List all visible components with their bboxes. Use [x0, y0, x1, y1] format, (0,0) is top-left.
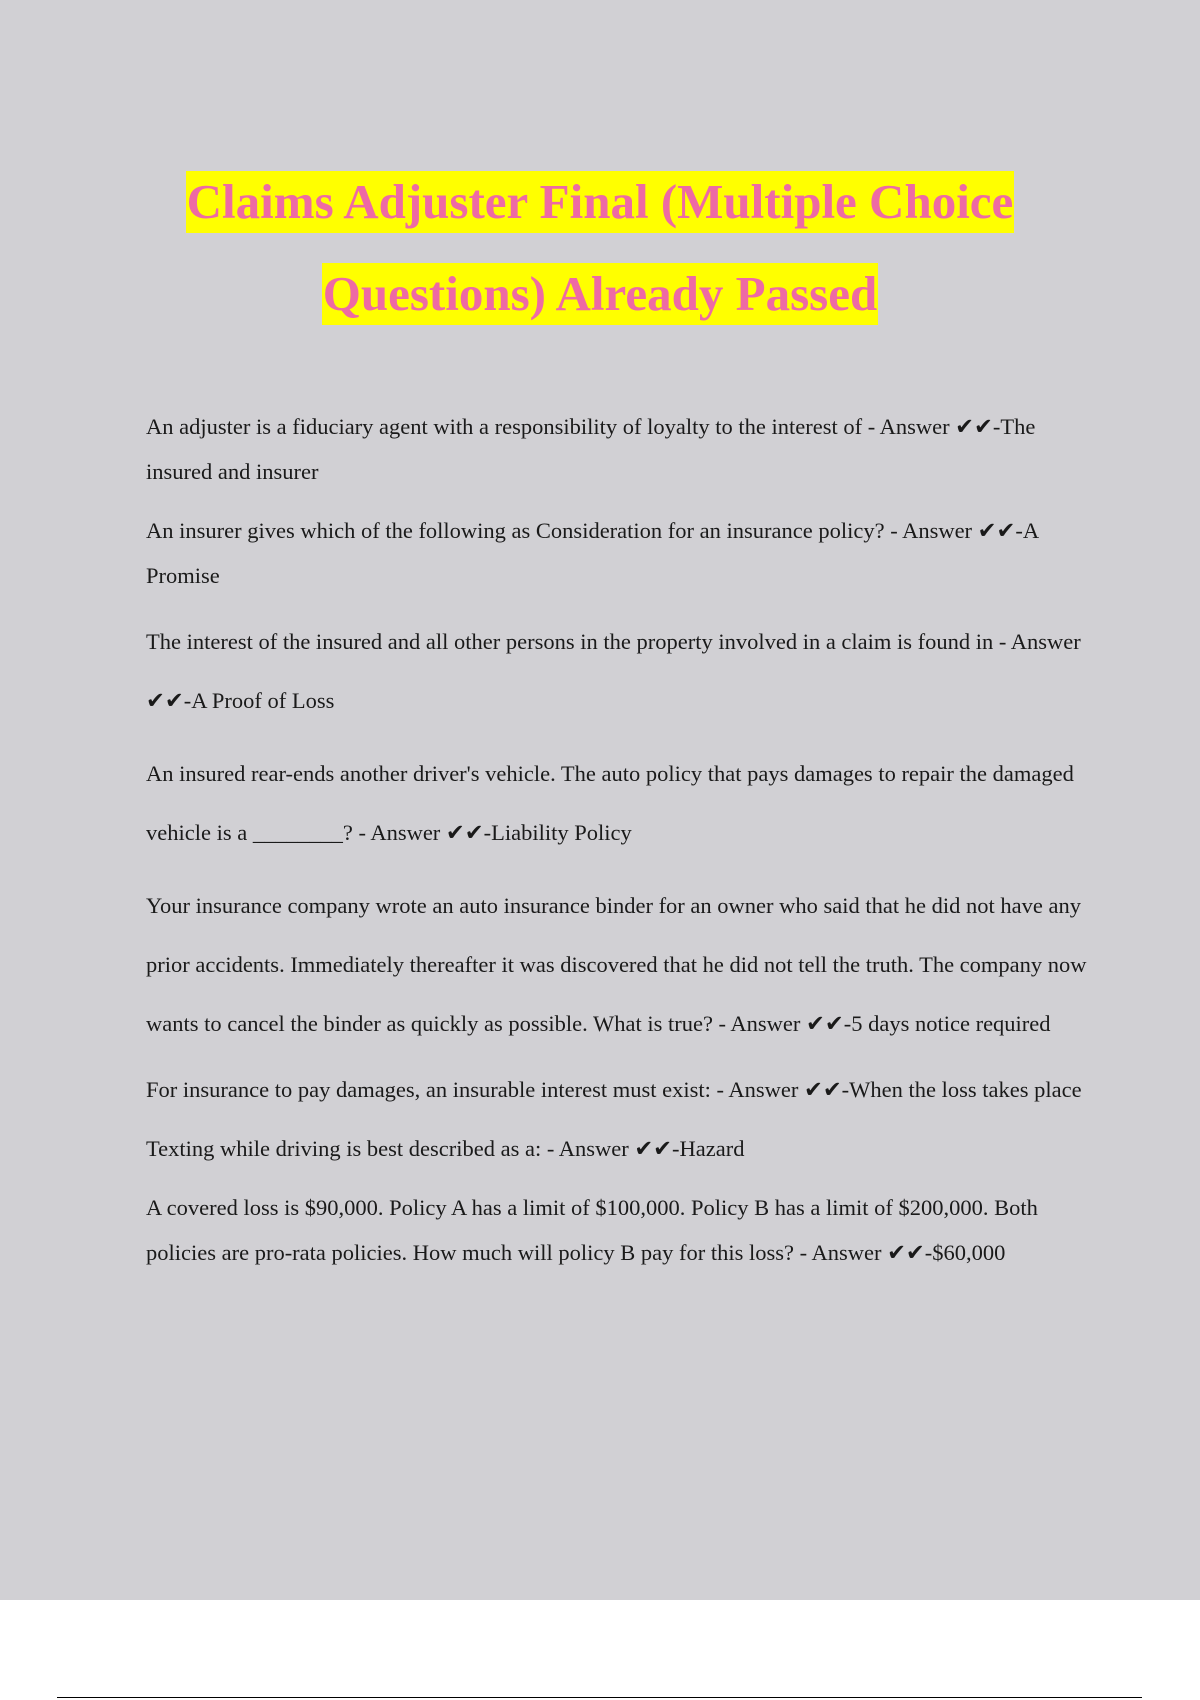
- footer-divider: [57, 1697, 1142, 1698]
- qa-item: The interest of the insured and all other persons in the property involved in a claim is found in - Answer ✔✔-A Proof of Loss: [146, 629, 1081, 713]
- title-line: [0, 168, 1200, 260]
- title-line: [0, 260, 1200, 352]
- qa-item: Texting while driving is best described as a: - Answer ✔✔-Hazard: [146, 1136, 745, 1161]
- qa-item: A covered loss is $90,000. Policy A has a limit of $100,000. Policy B has a limit of $200,000. Both policies are pro-rata policies. How much will policy B pay for this loss? - Answer ✔✔-$60,000: [146, 1195, 1038, 1265]
- title-text: Claims Adjuster Final (Multiple Choice: [186, 171, 1015, 233]
- qa-item: An adjuster is a fiduciary agent with a responsibility of loyalty to the interest of - Answer ✔✔-The insured and insurer: [146, 414, 1036, 484]
- qa-item: For insurance to pay damages, an insurable interest must exist: - Answer ✔✔-When the loss takes place: [146, 1077, 1082, 1102]
- qa-item: Your insurance company wrote an auto insurance binder for an owner who said that he did not have any prior accidents. Immediately thereafter it was discovered that he did not tell the truth. The company now wants to cancel the binder as quickly as possible. What is true? - Answer ✔✔-5 days notice required: [146, 893, 1087, 1036]
- title-text: Questions) Already Passed: [322, 263, 878, 325]
- document-title: [0, 168, 1200, 352]
- qa-item: An insurer gives which of the following as Consideration for an insurance policy? - Answer ✔✔-A Promise: [146, 518, 1038, 588]
- question-answer-list: [146, 404, 1096, 1289]
- qa-item: An insured rear-ends another driver's vehicle. The auto policy that pays damages to repair the damaged vehicle is a ________? - Answer ✔✔-Liability Policy: [146, 761, 1074, 845]
